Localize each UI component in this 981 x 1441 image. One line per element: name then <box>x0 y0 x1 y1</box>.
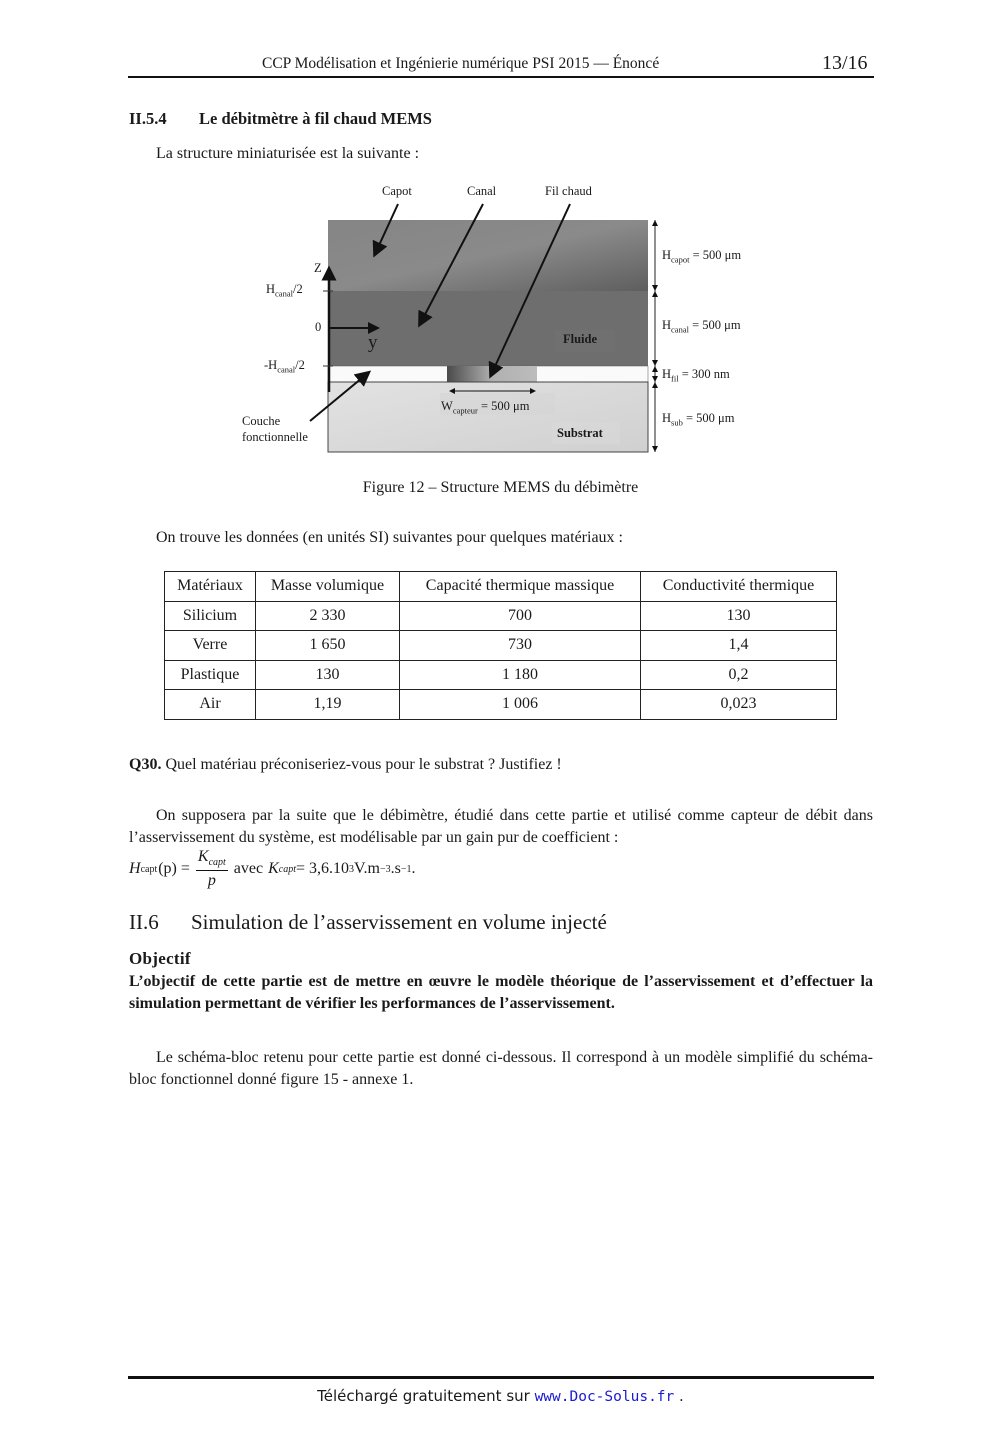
header-cell: Masse volumique <box>256 572 400 602</box>
objectif-heading: Objectif <box>129 949 191 968</box>
table-intro: On trouve les données (en unités SI) suivantes pour quelques matériaux : <box>156 529 623 546</box>
footer-rule <box>128 1376 874 1379</box>
section-number: II.6 <box>129 910 159 934</box>
intro-text: La structure miniaturisée est la suivante : <box>156 145 420 162</box>
section-heading-2-5-4 <box>129 109 432 129</box>
header-cell: Capacité thermique massique <box>400 572 641 602</box>
section-title: Simulation de l’asservissement en volume injecté <box>191 910 607 934</box>
dim-h-canal: $H_{canal} = 500$ μm <box>662 318 741 335</box>
fil-chaud-label: Fil chaud <box>545 184 592 198</box>
materials-table <box>164 571 837 720</box>
question-label: Q30. <box>129 756 162 773</box>
w-capteur-label: $W_{capteur} = 500$ μm <box>441 399 530 416</box>
figure-caption: Figure 12 – Structure MEMS du débimètre <box>362 479 639 496</box>
capot-label: Capot <box>382 184 412 198</box>
cell: 700 <box>400 601 641 631</box>
cell: 730 <box>400 631 641 661</box>
canal-label: Canal <box>467 184 497 198</box>
capot-layer <box>328 220 648 291</box>
section-number: II.5.4 <box>129 109 167 128</box>
footer: Téléchargé gratuitement sur www.Doc-Solus.fr . <box>317 1387 684 1405</box>
question-text: Quel matériau préconiseriez-vous pour le substrat ? Justifiez ! <box>161 756 562 773</box>
header-rule <box>128 76 874 78</box>
couche-label-line2: fonctionnelle <box>242 430 308 444</box>
objectif-text: L’objectif de cette partie est de mettre en œuvre le modèle théorique de l’asservissement et d’effectuer la simulation permettant de vérifier les performances de l’asservissement. <box>129 973 873 1012</box>
dim-h-sub: $H_{sub} = 500$ μm <box>662 411 735 428</box>
schema-bloc-paragraph: Le schéma-bloc retenu pour cette partie est donné ci-dessous. Il correspond à un modèle simplifié du schéma-bloc fonctionnel donné figure 15 - annexe 1. <box>129 1049 873 1088</box>
cell: 130 <box>641 601 837 631</box>
z-axis-label: Z <box>314 261 322 275</box>
cell: Silicium <box>165 601 256 631</box>
table-row <box>165 601 837 631</box>
cell: 1 006 <box>400 690 641 720</box>
cell: 1 180 <box>400 660 641 690</box>
table-row <box>165 690 837 720</box>
y-axis-label: y <box>368 332 378 353</box>
dim-h-fil: $H_{fil} = 300$ nm <box>662 367 730 384</box>
page-number: 13/16 <box>822 52 868 74</box>
cell: Air <box>165 690 256 720</box>
couche-label-line1: Couche <box>242 414 281 428</box>
dim-h-capot: $H_{capot} = 500$ μm <box>662 248 742 265</box>
neg-h-canal-half-label: $-H_{canal}/2$ <box>264 358 305 375</box>
cell: Plastique <box>165 660 256 690</box>
cell: 1,4 <box>641 631 837 661</box>
section-heading-2-6 <box>129 910 607 935</box>
running-header-title: CCP Modélisation et Ingénierie numérique PSI 2015 — Énoncé <box>262 55 660 72</box>
cell: 2 330 <box>256 601 400 631</box>
section-title: Le débitmètre à fil chaud MEMS <box>199 109 432 128</box>
transfer-function-formula: H capt (p) = $\frac{K_{capt}}{p}$ avec K capt = 3,6.10 3 V.m −3 .s −1 . <box>129 848 416 889</box>
table-row <box>165 631 837 661</box>
footer-link[interactable]: www.Doc-Solus.fr <box>534 1389 675 1405</box>
capteur-paragraph: On supposera par la suite que le débimètre, étudié dans cette partie et utilisé comme capteur de débit dans l’asservissement du système, est modélisable par un gain pur de coefficient : <box>129 807 873 846</box>
cell: 1,19 <box>256 690 400 720</box>
cell: 0,2 <box>641 660 837 690</box>
footer-text: Téléchargé gratuitement sur <box>317 1387 535 1405</box>
cell: 130 <box>256 660 400 690</box>
fraction: $\frac{K_{capt}}{p}$ <box>197 848 226 889</box>
cell: 1 650 <box>256 631 400 661</box>
table-header-row <box>165 572 837 602</box>
question-30 <box>129 756 562 774</box>
h-canal-half-label: $H_{canal}/2$ <box>266 282 303 299</box>
header-cell: Matériaux <box>165 572 256 602</box>
zero-label: 0 <box>315 320 322 334</box>
fluide-label: Fluide <box>563 332 598 346</box>
cell: 0,023 <box>641 690 837 720</box>
mems-structure-figure <box>230 180 790 460</box>
table-row <box>165 660 837 690</box>
cell: Verre <box>165 631 256 661</box>
header-cell: Conductivité thermique <box>641 572 837 602</box>
substrat-label: Substrat <box>557 426 603 440</box>
